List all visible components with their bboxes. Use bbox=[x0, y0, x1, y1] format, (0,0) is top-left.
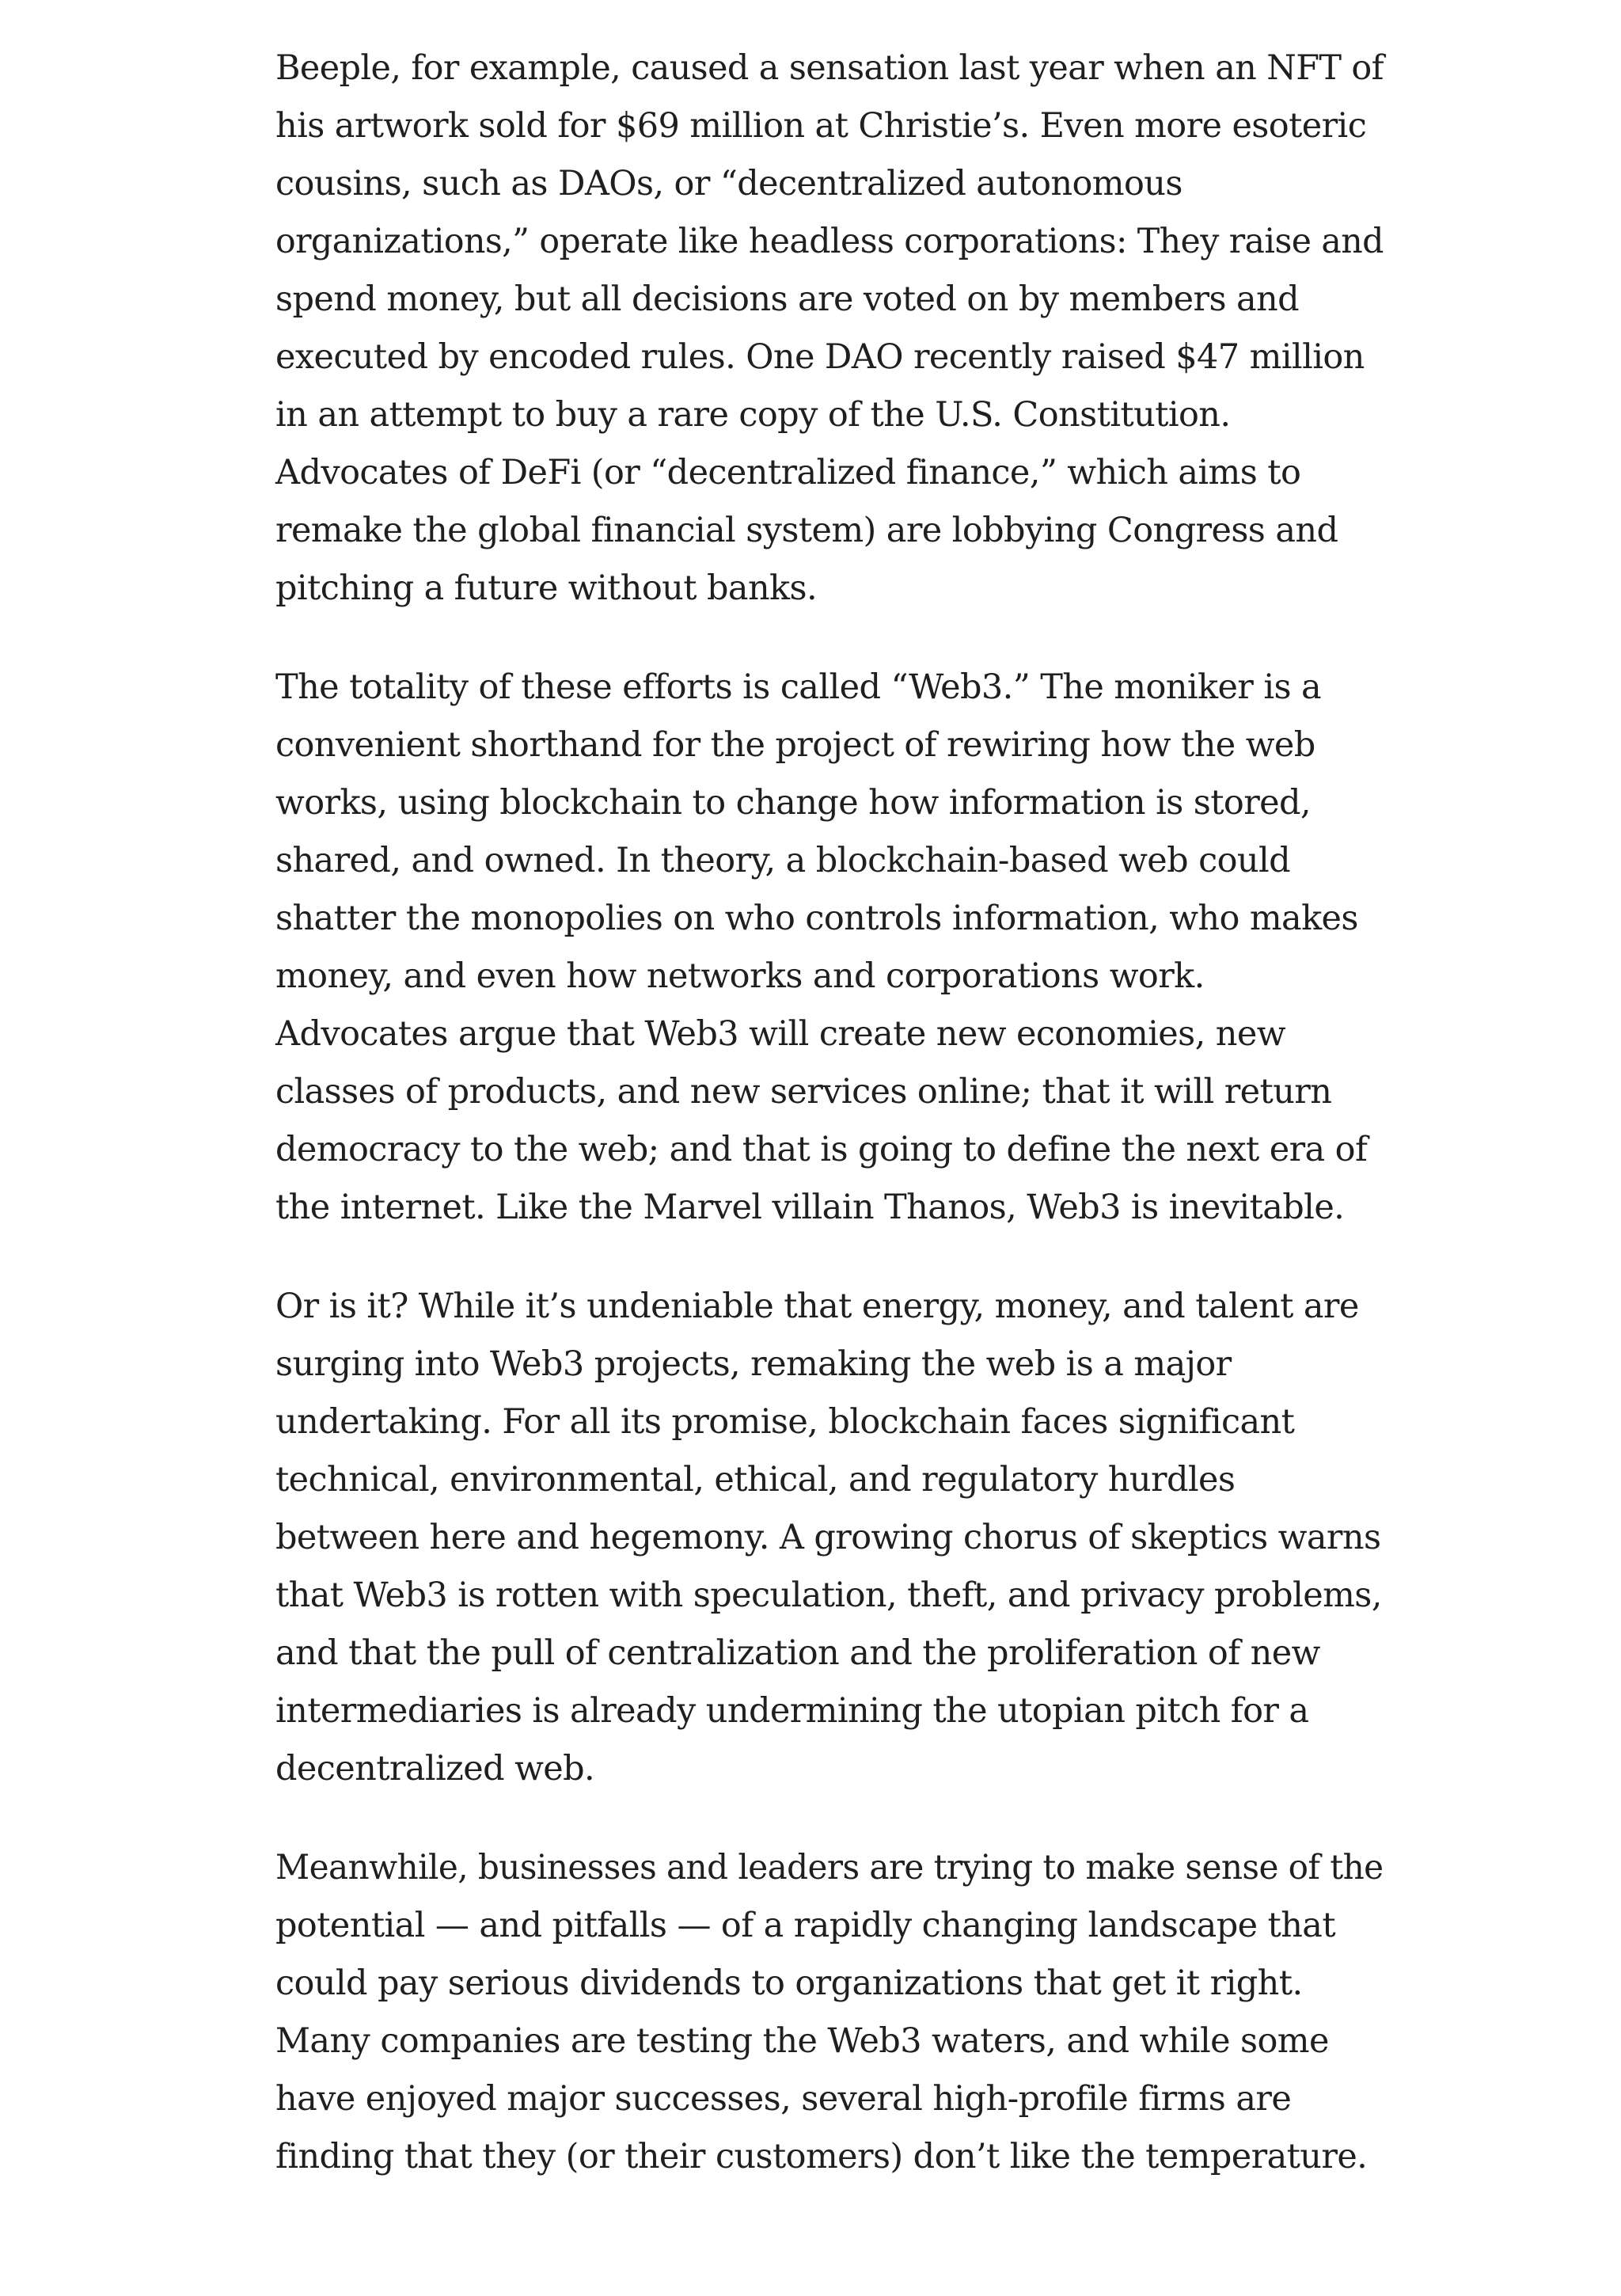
text-line: finding that they (or their customers) don’t like the temperature. bbox=[275, 2137, 1368, 2176]
text-line: in an attempt to buy a rare copy of the U.S. Constitution. bbox=[275, 395, 1231, 435]
text-line: Advocates argue that Web3 will create new economies, new bbox=[275, 1014, 1285, 1054]
text-line: Meanwhile, businesses and leaders are trying to make sense of the bbox=[275, 1848, 1384, 1887]
text-line: pitching a future without banks. bbox=[275, 568, 818, 608]
article-body bbox=[275, 40, 1384, 2227]
text-line: undertaking. For all its promise, blockchain faces significant bbox=[275, 1402, 1295, 1442]
text-line: surging into Web3 projects, remaking the web is a major bbox=[275, 1344, 1232, 1384]
text-line: The totality of these efforts is called “Web3.” The moniker is a bbox=[275, 667, 1322, 707]
text-line: between here and hegemony. A growing chorus of skeptics warns bbox=[275, 1518, 1381, 1557]
text-line: spend money, but all decisions are voted on by members and bbox=[275, 279, 1300, 319]
text-line: could pay serious dividends to organizations that get it right. bbox=[275, 1963, 1303, 2003]
text-line: technical, environmental, ethical, and regulatory hurdles bbox=[275, 1460, 1236, 1500]
text-line: shatter the monopolies on who controls information, who makes bbox=[275, 899, 1358, 938]
paragraph bbox=[275, 659, 1384, 1237]
text-line: money, and even how networks and corporations work. bbox=[275, 956, 1205, 996]
text-line: works, using blockchain to change how information is stored, bbox=[275, 783, 1312, 823]
text-line: intermediaries is already undermining the utopian pitch for a bbox=[275, 1691, 1309, 1731]
text-line: executed by encoded rules. One DAO recently raised $47 million bbox=[275, 337, 1365, 377]
text-line: Beeple, for example, caused a sensation last year when an NFT of bbox=[275, 48, 1384, 88]
text-line: remake the global financial system) are lobbying Congress and bbox=[275, 511, 1338, 550]
text-line: cousins, such as DAOs, or “decentralized autonomous bbox=[275, 164, 1183, 203]
text-line: Or is it? While it’s undeniable that energy, money, and talent are bbox=[275, 1287, 1359, 1326]
text-line: classes of products, and new services online; that it will return bbox=[275, 1072, 1332, 1112]
text-line: Advocates of DeFi (or “decentralized finance,” which aims to bbox=[275, 453, 1301, 492]
text-line: his artwork sold for $69 million at Christie’s. Even more esoteric bbox=[275, 106, 1367, 146]
text-line: shared, and owned. In theory, a blockchain-based web could bbox=[275, 841, 1291, 880]
text-line: have enjoyed major successes, several high-profile firms are bbox=[275, 2079, 1292, 2119]
text-line: the internet. Like the Marvel villain Thanos, Web3 is inevitable. bbox=[275, 1188, 1345, 1227]
paragraph bbox=[275, 1278, 1384, 1798]
text-line: democracy to the web; and that is going to define the next era of bbox=[275, 1130, 1368, 1169]
text-line: potential — and pitfalls — of a rapidly changing landscape that bbox=[275, 1906, 1336, 1945]
paragraph bbox=[275, 40, 1384, 618]
text-line: and that the pull of centralization and the proliferation of new bbox=[275, 1633, 1320, 1673]
text-line: organizations,” operate like headless corporations: They raise and bbox=[275, 222, 1384, 261]
text-line: convenient shorthand for the project of rewiring how the web bbox=[275, 725, 1315, 765]
text-line: that Web3 is rotten with speculation, theft, and privacy problems, bbox=[275, 1576, 1382, 1615]
text-line: decentralized web. bbox=[275, 1749, 595, 1789]
text-line: Many companies are testing the Web3 waters, and while some bbox=[275, 2021, 1329, 2061]
paragraph bbox=[275, 1839, 1384, 2186]
